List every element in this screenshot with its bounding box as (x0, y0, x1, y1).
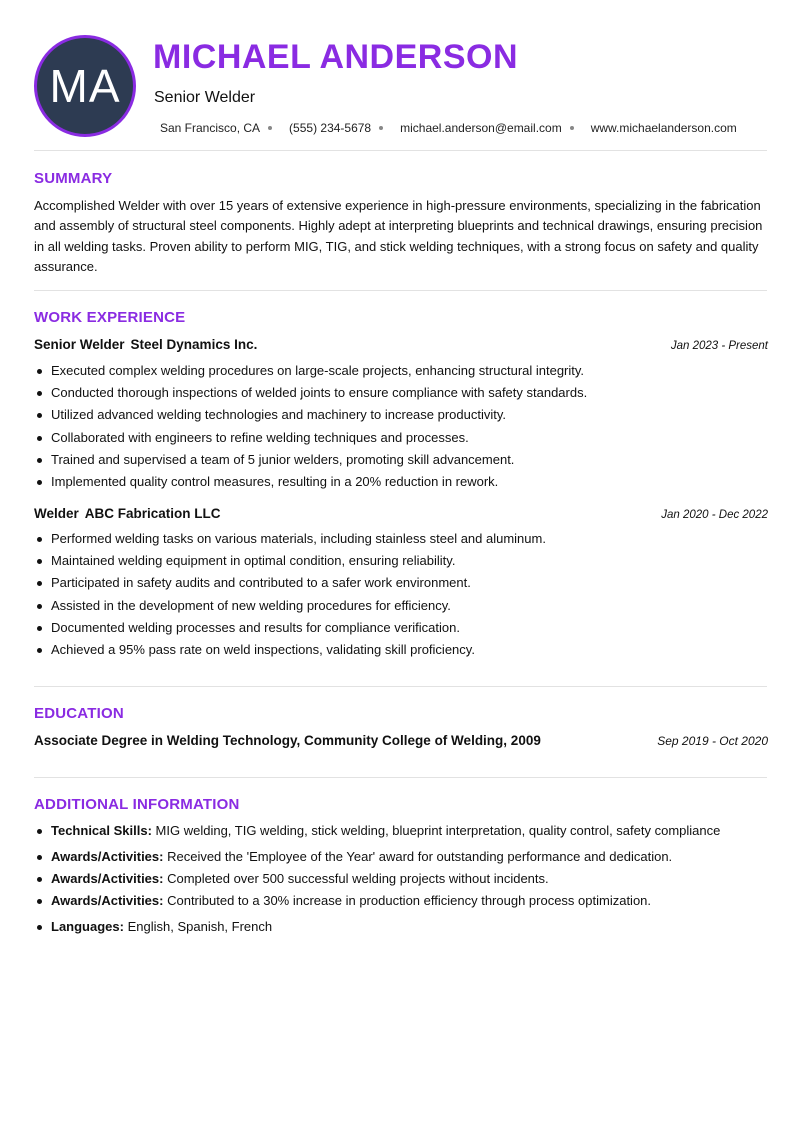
additional-heading: ADDITIONAL INFORMATION (34, 796, 240, 813)
list-item: Assisted in the development of new welding procedures for efficiency. (34, 595, 546, 617)
section-divider (34, 150, 767, 151)
job-bullets (34, 360, 587, 493)
list-item (34, 820, 720, 842)
item-label: Awards/Activities: (51, 849, 164, 864)
contact-line (160, 121, 737, 135)
candidate-title: Senior Welder (154, 89, 256, 106)
job-header (34, 337, 768, 352)
job-company: ABC Fabrication LLC (84, 506, 221, 521)
item-label: Awards/Activities: (51, 871, 164, 886)
contact-website[interactable]: www.michaelanderson.com (590, 121, 737, 135)
item-text: MIG welding, TIG welding, stick welding, blueprint interpretation, quality control, safety compliance (155, 823, 721, 838)
item-label: Languages: (51, 919, 124, 934)
additional-list (34, 820, 720, 938)
list-item: Participated in safety audits and contributed to a safer work environment. (34, 572, 546, 594)
experience-heading: WORK EXPERIENCE (34, 309, 186, 326)
list-item (34, 868, 720, 890)
section-divider (34, 686, 767, 687)
education-degree: Associate Degree in Welding Technology, Community College of Welding, 2009 (34, 733, 541, 748)
list-item: Trained and supervised a team of 5 junior welders, promoting skill advancement. (34, 449, 587, 471)
list-item: Utilized advanced welding technologies and machinery to increase productivity. (34, 404, 587, 426)
job-role: Senior Welder (34, 337, 125, 352)
job-title-company (34, 337, 257, 352)
job-header (34, 506, 768, 521)
section-divider (34, 290, 767, 291)
list-item (34, 916, 720, 938)
education-entry (34, 733, 768, 748)
separator-dot (570, 126, 574, 130)
candidate-name: MICHAEL ANDERSON (153, 38, 519, 76)
job-role: Welder (34, 506, 79, 521)
list-item (34, 890, 720, 912)
contact-location: San Francisco, CA (160, 121, 261, 135)
summary-text: Accomplished Welder with over 15 years of extensive experience in high-pressure environments, specializing in the fabrication and assembly of structural steel components. Highly adept at interpreting blueprints and technical drawings, ensuring precision in all welding tasks. Proven ability to perform MIG, TIG, and stick welding techniques, with a strong focus on safety and quality assurance. (34, 198, 763, 274)
education-heading: EDUCATION (34, 705, 124, 722)
list-item: Implemented quality control measures, resulting in a 20% reduction in rework. (34, 471, 587, 493)
job-bullets (34, 528, 546, 661)
job-title-company (34, 506, 221, 521)
list-item: Collaborated with engineers to refine welding techniques and processes. (34, 427, 587, 449)
item-text: English, Spanish, French (127, 919, 273, 934)
separator-dot (379, 126, 383, 130)
list-item: Achieved a 95% pass rate on weld inspections, validating skill proficiency. (34, 639, 546, 661)
list-item: Conducted thorough inspections of welded joints to ensure compliance with safety standards. (34, 382, 587, 404)
avatar (34, 35, 136, 137)
list-item: Performed welding tasks on various materials, including stainless steel and aluminum. (34, 528, 546, 550)
list-item (34, 846, 720, 868)
list-item: Maintained welding equipment in optimal condition, ensuring reliability. (34, 550, 546, 572)
avatar-initials: MA (49, 60, 121, 112)
list-item: Documented welding processes and results for compliance verification. (34, 617, 546, 639)
job-company: Steel Dynamics Inc. (130, 337, 258, 352)
item-text: Contributed to a 30% increase in production efficiency through process optimization. (167, 893, 652, 908)
job-dates: Jan 2023 - Present (670, 340, 768, 352)
item-label: Technical Skills: (51, 823, 152, 838)
item-text: Completed over 500 successful welding projects without incidents. (167, 871, 549, 886)
education-dates: Sep 2019 - Oct 2020 (657, 734, 768, 748)
separator-dot (268, 126, 272, 130)
item-text: Received the 'Employee of the Year' award for outstanding performance and dedication. (167, 849, 673, 864)
item-label: Awards/Activities: (51, 893, 164, 908)
summary-heading: SUMMARY (34, 170, 113, 187)
section-divider (34, 777, 767, 778)
contact-phone[interactable]: (555) 234-5678 (289, 121, 372, 135)
contact-email[interactable]: michael.anderson@email.com (400, 121, 562, 135)
list-item: Executed complex welding procedures on large-scale projects, enhancing structural integrity. (34, 360, 587, 382)
job-dates: Jan 2020 - Dec 2022 (661, 509, 768, 521)
